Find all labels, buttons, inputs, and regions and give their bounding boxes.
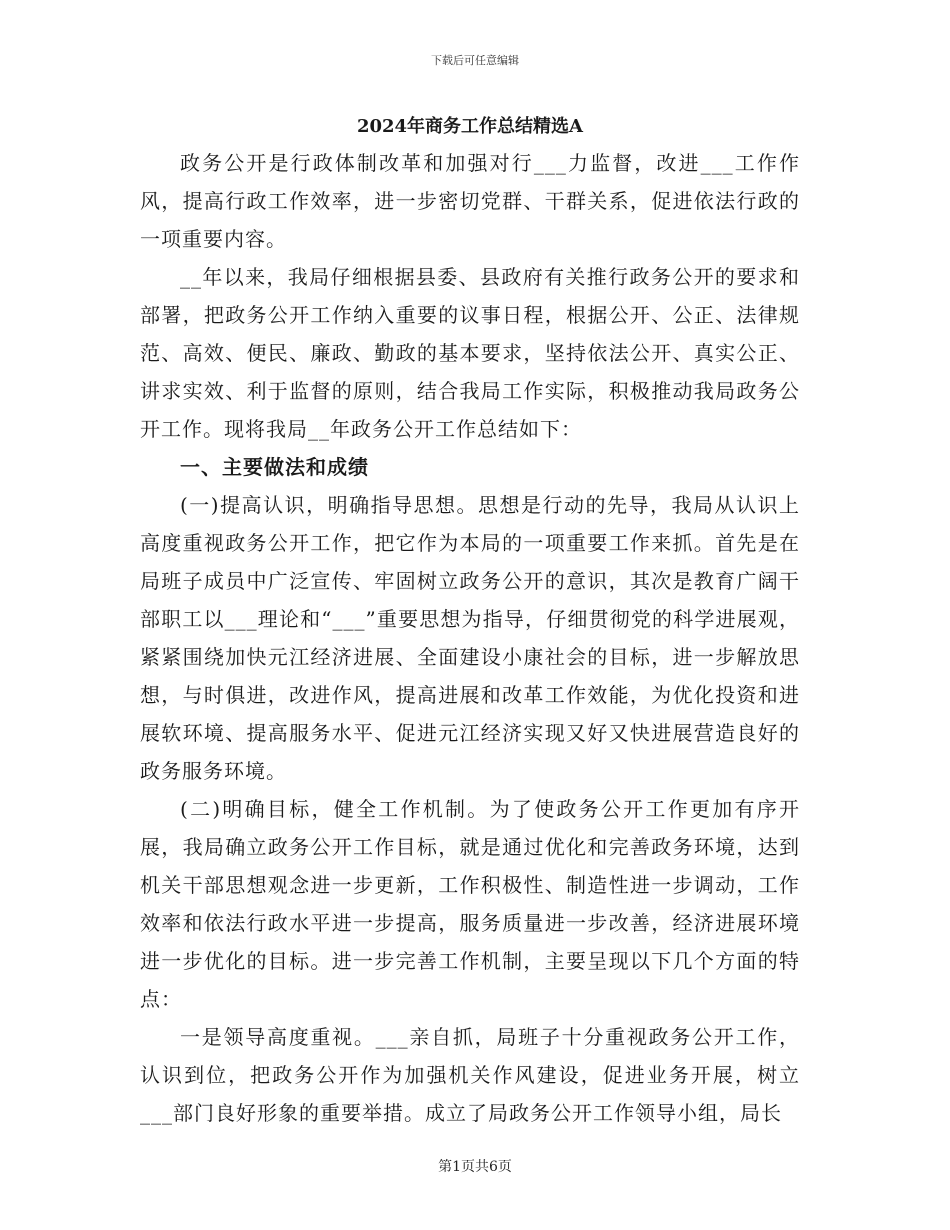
- page-header-note: 下载后可任意编辑: [431, 54, 519, 67]
- paragraph-overview: __年以来，我局仔细根据县委、县政府有关推行政务公开的要求和部署，把政务公开工作纳入重要的议事日程，根据公开、公正、法律规范、高效、便民、廉政、勤政的基本要求，坚持依法公开、真实公正、讲求实效、利于监督的原则，结合我局工作实际，积极推动我局政务公开工作。现将我局__年政务公开工作总结如下：: [140, 265, 800, 441]
- document-body: [140, 112, 800, 1132]
- paragraph-intro: 政务公开是行政体制改革和加强对行___力监督，改进___工作作风，提高行政工作效率，进一步密切党群、干群关系，促进依法行政的一项重要内容。: [140, 151, 800, 251]
- paragraph-item-1: (一)提高认识，明确指导思想。思想是行动的先导，我局从认识上高度重视政务公开工作，把它作为本局的一项重要工作来抓。首先是在局班子成员中广泛宣传、牢固树立政务公开的意识，其次是教育广阔干部职工以___理论和“___”重要思想为指导，仔细贯彻党的科学进展观，紧紧围绕加快元江经济进展、全面建设小康社会的目标，进一步解放思想，与时俱进，改进作风，提高进展和改革工作效能，为优化投资和进展软环境、提高服务水平、促进元江经济实现又好又快进展营造良好的政务服务环境。: [140, 493, 800, 783]
- page-number: 第1页共6页: [438, 1159, 512, 1175]
- paragraph-item-2: (二)明确目标，健全工作机制。为了使政务公开工作更加有序开展，我局确立政务公开工作目标，就是通过优化和完善政务环境，达到机关干部思想观念进一步更新，工作积极性、制造性进一步调动，工作效率和依法行政水平进一步提高，服务质量进一步改善，经济进展环境进一步优化的目标。进一步完善工作机制，主要呈现以下几个方面的特点：: [140, 797, 800, 1011]
- document-title: 2024年商务工作总结精选A: [356, 116, 584, 137]
- paragraph-point-1: 一是领导高度重视。___亲自抓，局班子十分重视政务公开工作，认识到位，把政务公开作为加强机关作风建设，促进业务开展，树立___部门良好形象的重要举措。成立了局政务公开工作领导小组，局长: [140, 1025, 800, 1125]
- section-heading: 一、主要做法和成绩: [180, 455, 369, 479]
